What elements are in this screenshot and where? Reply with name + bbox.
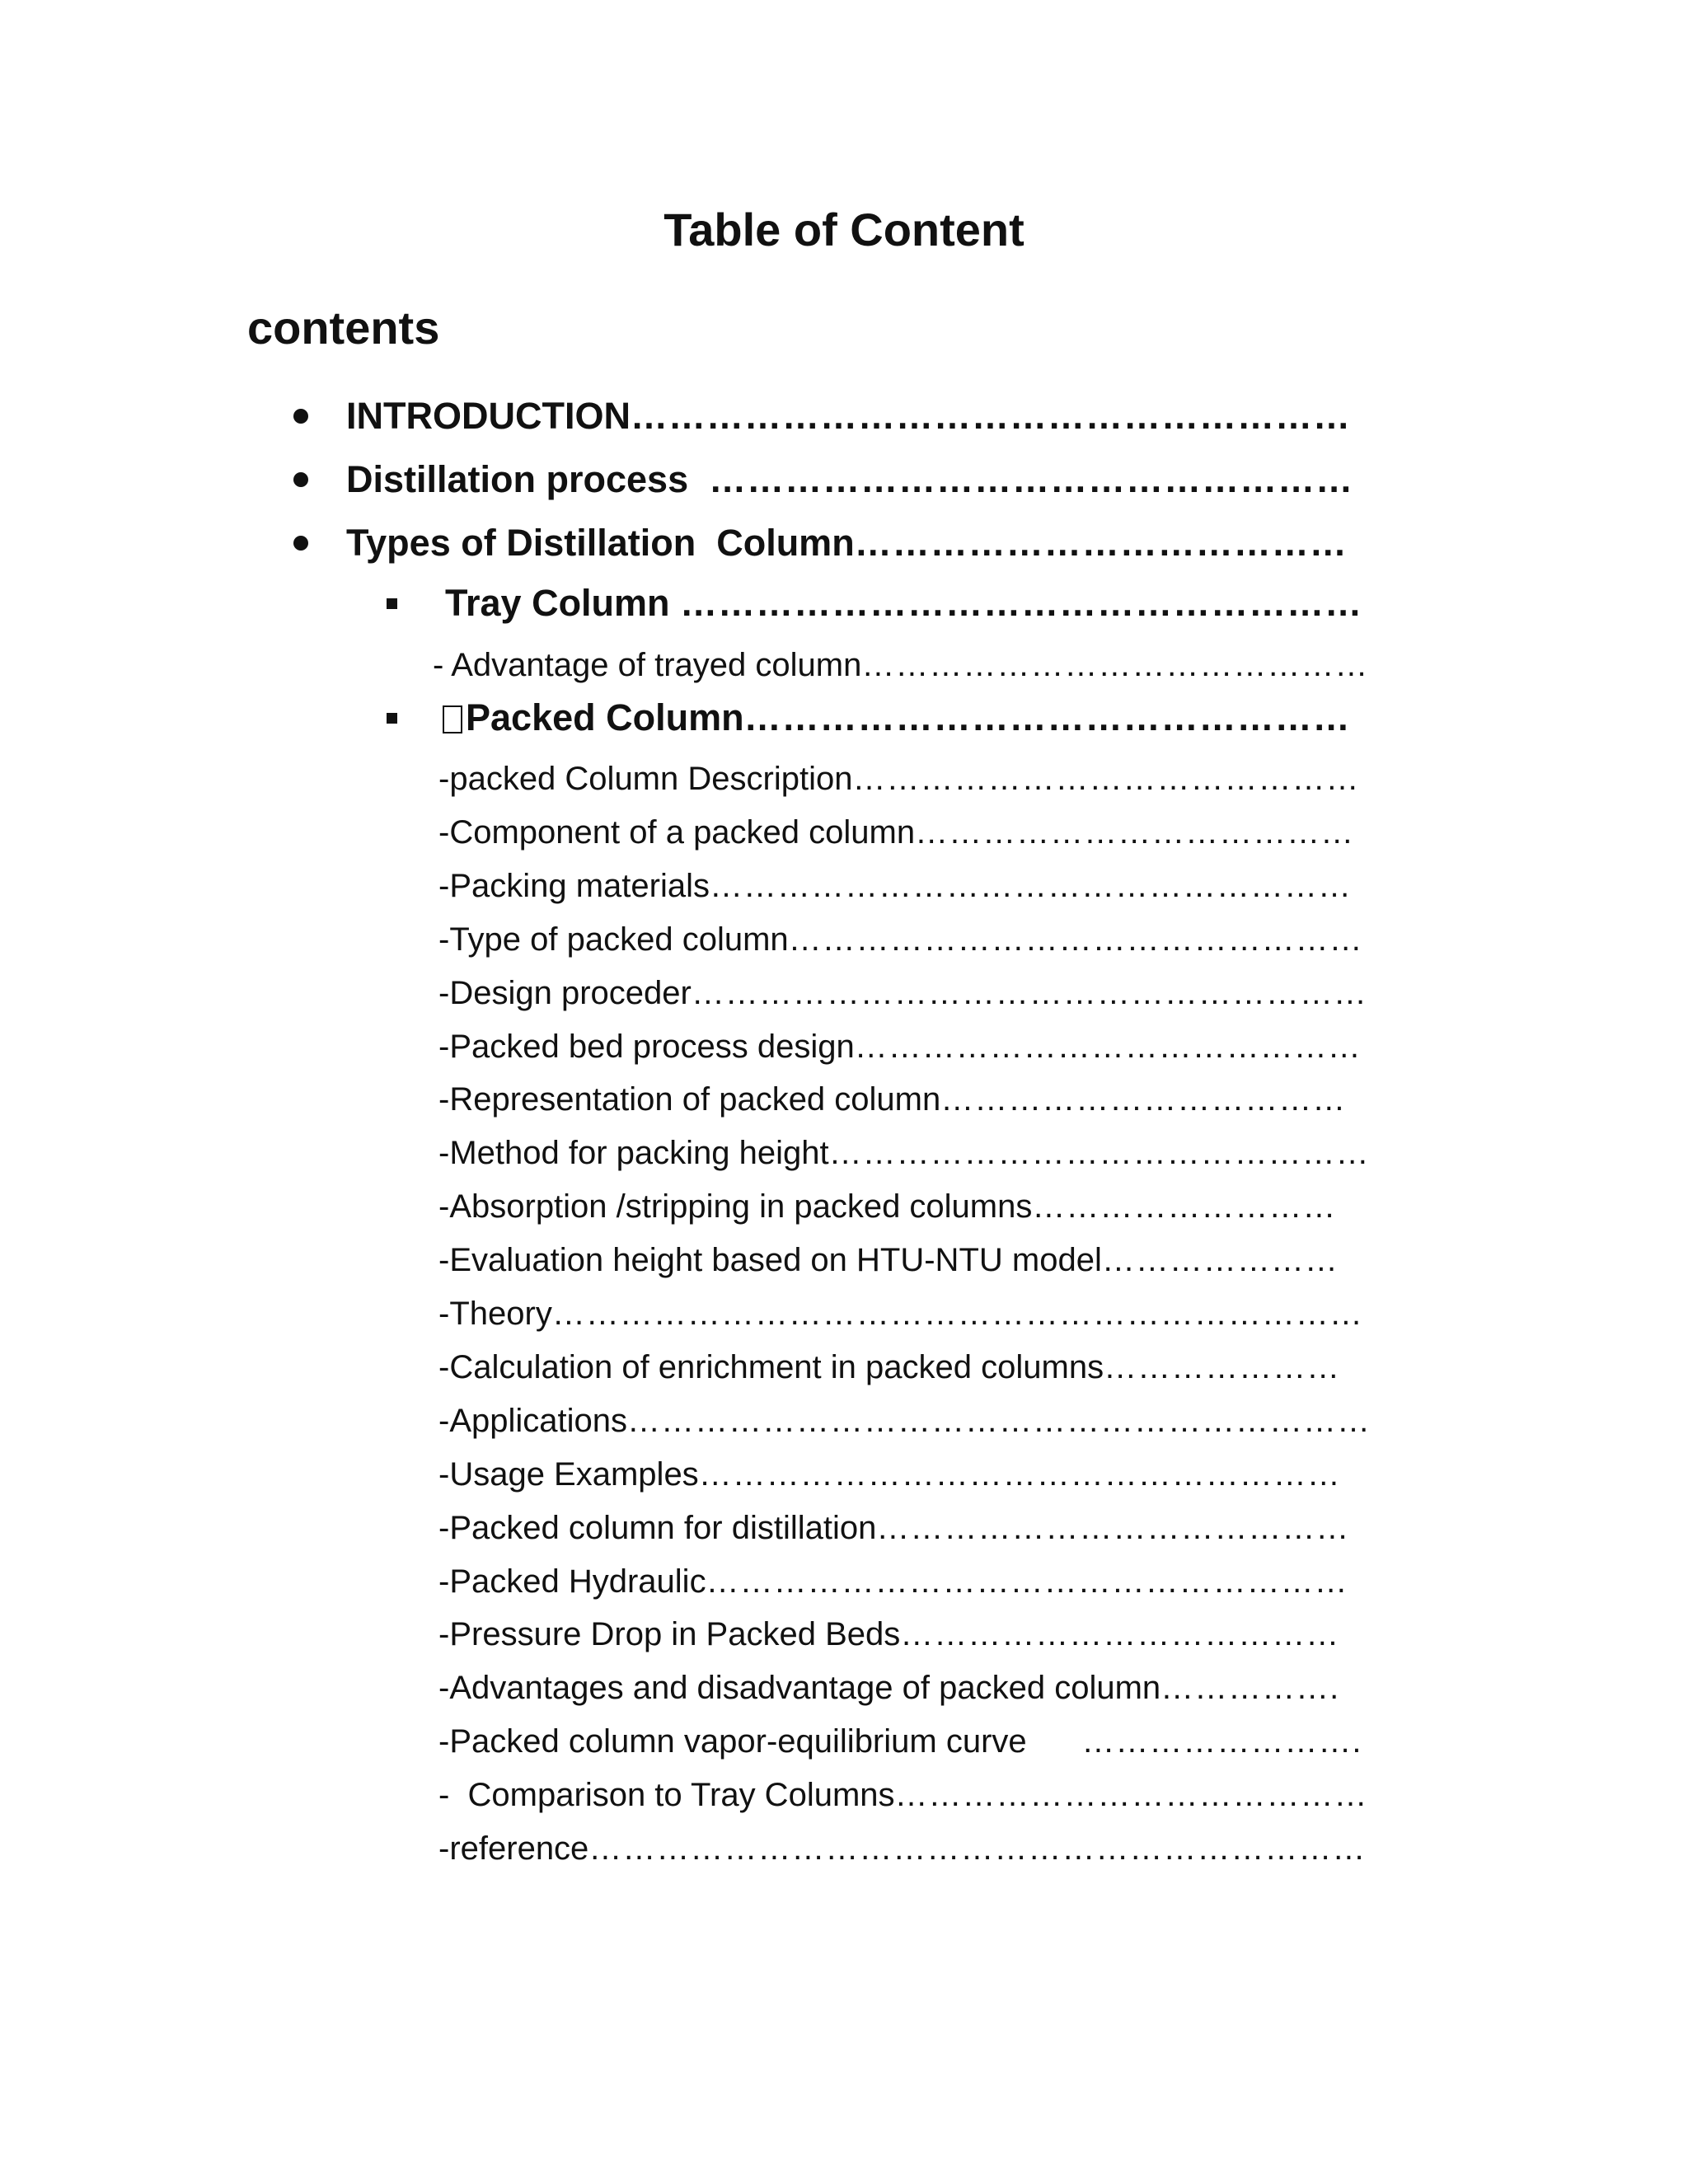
toc-entry-label: INTRODUCTION — [346, 395, 631, 437]
toc-leader-dots: ………………………………………………… — [630, 395, 1351, 437]
bullet-icon — [293, 409, 308, 424]
toc-entry-label: -Design proceder — [438, 974, 692, 1011]
toc-entry-label: Types of Distillation Column — [346, 522, 855, 564]
toc-entry-label: -Applications — [438, 1402, 628, 1439]
toc-leader-dots: ………………………………… — [915, 813, 1355, 851]
toc-entry-label: -Theory — [438, 1296, 552, 1332]
toc-entry-label: - Advantage of trayed column — [433, 647, 862, 683]
toc-entry-label: -Method for packing height — [438, 1135, 829, 1172]
toc-entry-label: -Packing materials — [438, 867, 710, 904]
page-title: Table of Content — [663, 204, 1025, 255]
toc-leader-dots: ……………………………………… — [854, 1028, 1362, 1065]
toc-leader-dots: ……………………. — [1081, 1723, 1362, 1760]
toc-leader-dots: ………………………………………………………… — [627, 1402, 1372, 1439]
toc-entry-label: -Evaluation height based on HTU-NTU model — [438, 1242, 1102, 1279]
toc-entry-label: -reference — [438, 1830, 589, 1867]
toc-leader-dots: ……………. — [1160, 1670, 1340, 1707]
square-bullet-icon — [387, 598, 397, 609]
toc-entry-label: Tray Column — [445, 582, 681, 624]
toc-entry-label: -packed Column Description — [438, 761, 853, 797]
missing-glyph-icon — [443, 705, 462, 733]
toc-leader-dots: ………………………………… — [854, 522, 1348, 564]
toc-entry-label: -Usage Examples — [438, 1455, 699, 1493]
toc-entry-label: -Calculation of enrichment in packed columns — [438, 1348, 1104, 1385]
toc-entry-label: - Comparison to Tray Columns — [438, 1777, 895, 1814]
toc-entry-label: -Component of a packed column — [438, 813, 916, 851]
toc-entry-label: -Type of packed column — [438, 921, 789, 958]
toc-leader-dots: …………………………………………… — [788, 921, 1363, 958]
toc-entry-label: -Packed bed process design — [438, 1028, 855, 1065]
toc-leader-dots: ………………… — [1101, 1242, 1339, 1279]
toc-leader-dots: …………………………………… — [876, 1509, 1350, 1546]
toc-leader-dots: …………………………………………………… — [691, 974, 1367, 1011]
toc-entry-label: -Absorption /stripping in packed columns — [438, 1188, 1033, 1226]
toc-leader-dots: ………………… — [1104, 1348, 1341, 1385]
toc-leader-dots: ……………………………………………………………… — [551, 1296, 1363, 1332]
toc-leader-dots: ………………………………………………… — [710, 867, 1353, 904]
toc-leader-dots: ………………………………………… — [743, 696, 1351, 738]
toc-entry-label: Distillation process — [346, 458, 710, 500]
contents-heading: contents — [247, 302, 440, 354]
toc-entry-label: -Advantages and disadvantage of packed column — [438, 1670, 1161, 1707]
toc-entry-label: -Representation of packed column — [438, 1081, 941, 1118]
bullet-icon — [293, 472, 308, 487]
toc-leader-dots: ……………………………………… — [861, 647, 1369, 683]
toc-leader-dots: ……………………………… — [940, 1081, 1347, 1118]
toc-leader-dots: ………………………………………………… — [706, 1563, 1348, 1600]
toc-entry-label: -Packed column vapor-equilibrium curve — [438, 1723, 1082, 1760]
toc-leader-dots: …………………………………………………………… — [588, 1830, 1367, 1867]
toc-leader-dots: ……………………… — [1032, 1188, 1337, 1226]
toc-leader-dots: …………………………………………… — [709, 458, 1354, 500]
toc-leader-dots: …………………………………… — [894, 1777, 1368, 1814]
toc-leader-dots: ………………………………………………… — [698, 1455, 1341, 1493]
square-bullet-icon — [387, 713, 397, 724]
toc-leader-dots: ………………………………………… — [828, 1135, 1370, 1172]
toc-entry-label: -Packed Hydraulic — [438, 1563, 706, 1600]
toc-entry-label: -Pressure Drop in Packed Beds — [438, 1616, 901, 1653]
toc-entry-label: -Packed column for distillation — [438, 1509, 877, 1546]
toc-leader-dots: ………………………………… — [900, 1616, 1340, 1653]
toc-entry-label: Packed Column — [466, 696, 744, 738]
bullet-icon — [293, 536, 308, 551]
toc-leader-dots: ……………………………………………… — [680, 582, 1363, 624]
toc-leader-dots: ……………………………………… — [852, 761, 1360, 797]
